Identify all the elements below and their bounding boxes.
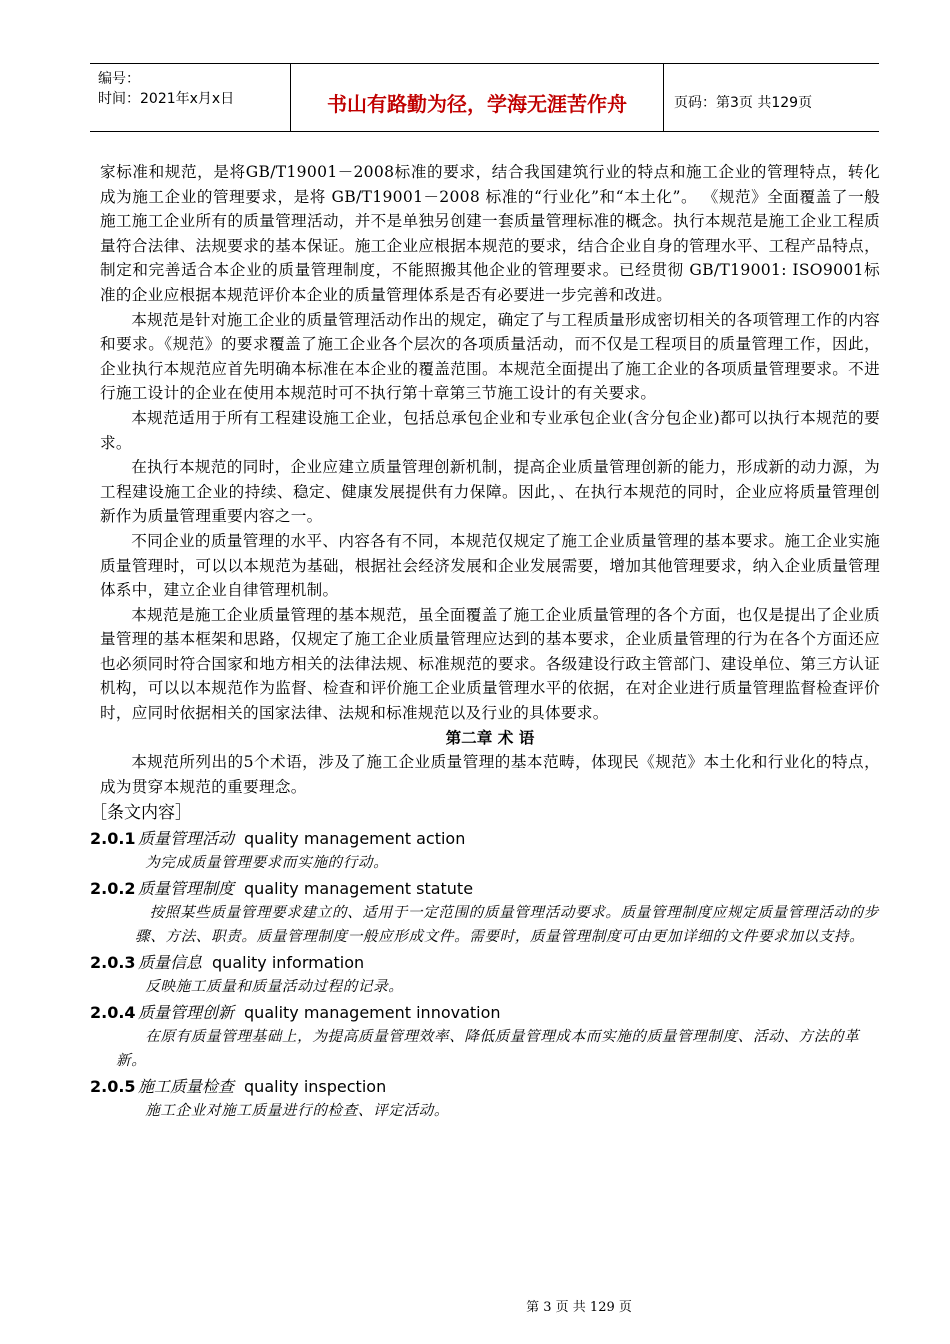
paragraph: 本规范适用于所有工程建设施工企业，包括总承包企业和专业承包企业(含分包企业)都可以执行本规范的要求。 bbox=[100, 408, 880, 452]
term-heading bbox=[90, 1075, 880, 1099]
page-footer bbox=[0, 1296, 950, 1315]
term-en: quality management statute bbox=[244, 879, 474, 899]
term-cn: 施工质量检查 bbox=[138, 1077, 235, 1097]
paragraph: 家标准和规范，是将GB/T19001－2008标准的要求，结合我国建筑行业的特点和施工企业的管理特点，转化成为施工企业的管理要求，是将 GB/T19001－2008 标准的“行业化”和“本土化”。 《规范》全面覆盖了一般施工施工企业所有的质量管理活动，并不是单独另创建一套质量管理标准的概念。执行本规范是施工企业工程质量符合法律、法规要求的基本保证。施工企业应根据本规范的要求，结合企业自身的管理水平、工程产品特点，制定和完善适合本企业的质量管理制度，不能照搬其他企业的管理要求。已经贯彻 GB/T19001: ISO9001标准的企业应根据本规范评价本企业的质量管理体系是否有必要进一步完善和改进。 bbox=[100, 163, 880, 304]
section-title: ［条文内容］ bbox=[90, 803, 192, 824]
header-right-cell bbox=[664, 64, 879, 131]
page-number-label: 页码：第3页 共129页 bbox=[674, 95, 813, 111]
paragraph: 在执行本规范的同时，企业应建立质量管理创新机制，提高企业质量管理创新的能力，形成新的动力源，为工程建设施工企业的持续、稳定、健康发展提供有力保障。因此，、在执行本规范的同时，企业应将质量管理创新作为质量管理重要内容之一。 bbox=[100, 458, 880, 526]
header-left-cell bbox=[90, 64, 291, 131]
term-number: 2.0.1 bbox=[90, 829, 136, 849]
term-en: quality management innovation bbox=[244, 1003, 501, 1023]
term-cn: 质量信息 bbox=[138, 953, 203, 973]
footer-page-number: 第 3 页 共 129 页 bbox=[526, 1300, 632, 1315]
paragraph: 本规范是施工企业质量管理的基本规范，虽全面覆盖了施工企业质量管理的各个方面，也仅是提出了企业质量管理的基本框架和思路，仅规定了施工企业质量管理应达到的基本要求，企业质量管理的行为在各个方面还应也必须同时符合国家和地方相关的法律法规、标准规范的要求。各级建设行政主管部门、建设单位、第三方认证机构，可以以本规范作为监督、检查和评价施工企业质量管理水平的依据，在对企业进行质量管理监督检查评价时，应同时依据相关的国家法律、法规和标准规范以及行业的具体要求。 bbox=[100, 605, 880, 723]
term-number: 2.0.2 bbox=[90, 879, 136, 899]
serial-label: 编号： bbox=[98, 71, 140, 87]
term-heading bbox=[90, 951, 880, 975]
term-heading bbox=[90, 1001, 880, 1025]
chapter-title: 第二章 术 语 bbox=[445, 728, 535, 747]
term-en: quality information bbox=[212, 953, 365, 973]
paragraph: 本规范是针对施工企业的质量管理活动作出的规定，确定了与工程质量形成密切相关的各项管理工作的内容和要求。《规范》的要求覆盖了施工企业各个层次的各项质量活动，而不仅是工程项目的质量管理工作，因此，企业执行本规范应首先明确本标准在本企业的覆盖范围。本规范全面提出了施工企业的各项质量管理要求。不进行施工设计的企业在使用本规范时可不执行第十章第三节施工设计的有关要求。 bbox=[100, 310, 880, 403]
term-cn: 质量管理制度 bbox=[138, 879, 235, 899]
term-definition: 按照某些质量管理要求建立的、适用于一定范围的质量管理活动要求。质量管理制度应规定质量管理活动的步骤、方法、职责。质量管理制度一般应形成文件。需要时，质量管理制度可由更加详细的文件要求加以支持。 bbox=[135, 904, 879, 946]
term-en: quality management action bbox=[244, 829, 466, 849]
term-definition: 反映施工质量和质量活动过程的记录。 bbox=[145, 978, 404, 996]
chapter-intro: 本规范所列出的5个术语，涉及了施工企业质量管理的基本范畴，体现民《规范》本土化和行业化的特点，成为贯穿本规范的重要理念。 bbox=[100, 753, 880, 796]
term-number: 2.0.4 bbox=[90, 1003, 136, 1023]
term-heading bbox=[90, 877, 880, 901]
header-motto-cell bbox=[291, 64, 664, 131]
term-definition: 为完成质量管理要求而实施的行动。 bbox=[145, 854, 389, 872]
term-number: 2.0.3 bbox=[90, 953, 136, 973]
term-number: 2.0.5 bbox=[90, 1077, 136, 1097]
date-label: 时间：2021年x月x日 bbox=[98, 91, 235, 107]
term-definition: 施工企业对施工质量进行的检查、评定活动。 bbox=[145, 1102, 450, 1120]
term-definition: 在原有质量管理基础上，为提高质量管理效率、降低质量管理成本而实施的质量管理制度、活动、方法的革新。 bbox=[116, 1028, 860, 1070]
document-body bbox=[90, 160, 880, 1125]
term-cn: 质量管理活动 bbox=[138, 829, 235, 849]
term-en: quality inspection bbox=[244, 1077, 387, 1097]
page-header bbox=[90, 63, 879, 132]
term-heading bbox=[90, 827, 880, 851]
paragraph: 不同企业的质量管理的水平、内容各有不同，本规范仅规定了施工企业质量管理的基本要求。施工企业实施质量管理时，可以以本规范为基础，根据社会经济发展和企业发展需要，增加其他管理要求，纳入企业质量管理体系中，建立企业自律管理机制。 bbox=[100, 531, 880, 600]
term-cn: 质量管理创新 bbox=[138, 1003, 235, 1023]
motto: 书山有路勤为径，学海无涯苦作舟 bbox=[327, 92, 627, 116]
